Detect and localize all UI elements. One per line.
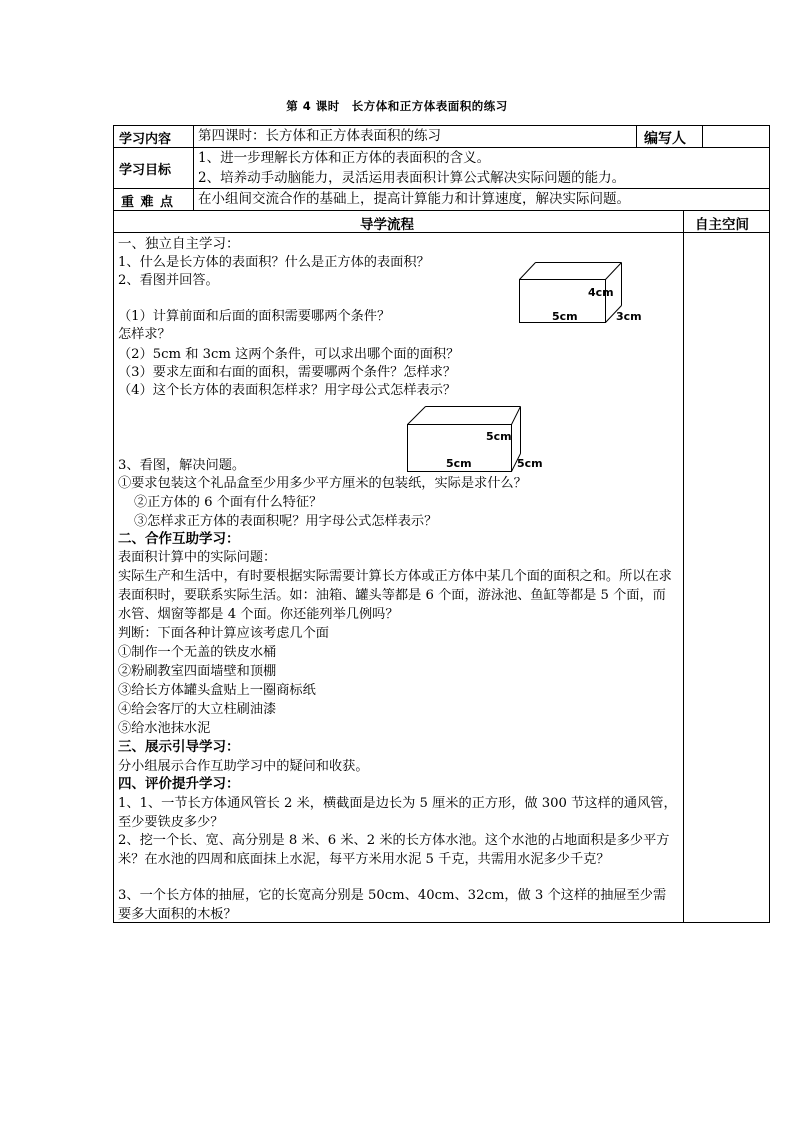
s4-problem-3: 3、一个长方体的抽屉，它的长宽高分别是 50cm、40cm、32cm，做 3 个这样的抽屉至少需要多大面积的木板？ [118,888,667,922]
s1-q3: 3、看图，解决问题。 [118,458,246,473]
s4-problem-1: 1、1、一节长方体通风管长 2 米，横截面是边长为 5 厘米的正方形，做 300 节这样的通风管，至少要铁皮多少？ [118,796,677,830]
s1-q2c: （3）要求左面和右面的面积，需要哪两个条件？怎样求？ [118,365,457,380]
section1-heading: 一、独立自主学习： [118,236,240,252]
goal-label: 学习目标 [119,163,172,178]
s2-paragraph: 实际生产和生活中，有时要根据实际需要计算长方体或正方体中某几个面的面积之和。所以在求表面积时，要联系实际生活。如：油箱、罐头等都是 6 个面，游泳池、鱼缸等都是 5 个面，而水管、烟窗等都是 4 个面。你还能列举几例吗？ [118,569,672,622]
box1-length-label: 5cm [552,310,578,323]
s2-item-1: ①制作一个无盖的铁皮水桶 [118,645,277,660]
s2-item-3: ③给长方体罐头盒贴上一圈商标纸 [118,683,316,698]
flow-label: 导学流程 [360,217,414,233]
s2-sub: 表面积计算中的实际问题： [118,550,277,565]
author-label: 编写人 [644,131,686,147]
box2-length-label: 5cm [446,457,472,470]
s1-q2a2: 怎样求？ [118,327,171,342]
goal-2: 2、培养动手动脑能力，灵活运用表面积计算公式解决实际问题的能力。 [198,170,626,186]
s2-item-5: ⑤给水池抹水泥 [118,721,211,736]
key-value: 在小组间交流合作的基础上，提高计算能力和计算速度，解决实际问题。 [198,191,630,207]
page-title: 第 4 课时 长方体和正方体表面积的练习 [286,99,508,113]
s1-q2: 2、看图并回答。 [118,273,219,288]
s1-q3b: ②正方体的 6 个面有什么特征？ [134,495,323,510]
box2-width-label: 5cm [517,457,543,470]
s1-q3a: ①要求包装这个礼品盒至少用多少平方厘米的包装纸，实际是求什么？ [118,476,527,491]
content-label: 学习内容 [119,132,172,147]
s3-text: 分小组展示合作互助学习中的疑问和收获。 [118,759,369,774]
space-label: 自主空间 [695,217,749,233]
key-label: 重 难 点 [121,195,175,210]
content-value: 第四课时：长方体和正方体表面积的练习 [198,128,441,144]
s1-q2b: （2）5cm 和 3cm 这两个条件，可以求出哪个面的面积？ [118,347,460,362]
box2-height-label: 5cm [486,430,512,443]
s1-q2a: （1）计算前面和后面的面积需要哪两个条件？ [118,309,391,324]
s1-q1: 1、什么是长方体的表面积？什么是正方体的表面积？ [118,255,430,270]
section3-heading: 三、展示引导学习： [118,739,240,755]
box1-height-label: 4cm [588,286,614,299]
s2-item-2: ②粉刷教室四面墙壁和顶棚 [118,664,277,679]
s1-q2d: （4）这个长方体的表面积怎样求？用字母公式怎样表示？ [118,383,457,398]
box1-width-label: 3cm [616,310,642,323]
s1-q3c: ③怎样求正方体的表面积呢？用字母公式怎样表示？ [134,514,438,529]
section2-heading: 二、合作互助学习： [118,531,240,547]
goal-1: 1、进一步理解长方体和正方体的表面积的含义。 [198,150,491,166]
s2-judge: 判断：下面各种计算应该考虑几个面 [118,626,329,641]
s2-item-4: ④给会客厅的大立柱刷油漆 [118,702,277,717]
s4-problem-2: 2、挖一个长、宽、高分别是 8 米、6 米、2 米的长方体水池。这个水池的占地面积是多少平方米？在水池的四周和底面抹上水泥，每平方米用水泥 5 千克，共需用水泥多少千克？ [118,833,670,867]
section4-heading: 四、评价提升学习： [118,776,240,792]
